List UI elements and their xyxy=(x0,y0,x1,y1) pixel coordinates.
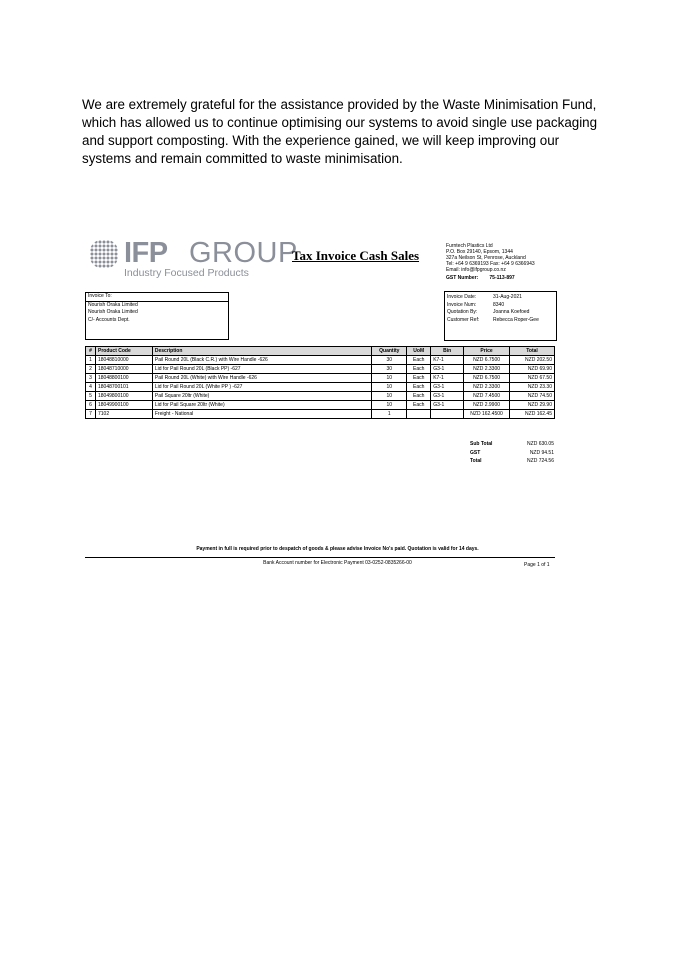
cell-index: 3 xyxy=(86,374,96,383)
table-row xyxy=(86,374,555,383)
cell-bin: G3-1 xyxy=(431,401,464,410)
cell-quantity: 10 xyxy=(372,401,407,410)
totals-value: NZD 94.51 xyxy=(529,449,554,456)
cell-total: NZD 67.50 xyxy=(510,374,555,383)
totals-block xyxy=(470,440,554,466)
cell-quantity: 30 xyxy=(372,365,407,374)
cell-price: NZD 6.7500 xyxy=(464,374,510,383)
table-row xyxy=(86,410,555,419)
cell-index: 6 xyxy=(86,401,96,410)
info-value: 31-Aug-2021 xyxy=(493,294,522,300)
cell-price: NZD 2.9900 xyxy=(464,401,510,410)
info-value: 8340 xyxy=(493,301,505,308)
bank-account-note: Bank Account number for Electronic Payment 03-0252-0835266-00 xyxy=(263,560,412,566)
line-items-table xyxy=(85,346,555,419)
cell-product-code: 18048700101 xyxy=(95,383,152,392)
page-number: Page 1 of 1 xyxy=(524,562,550,568)
info-value: Rebecca Roper-Gee xyxy=(493,316,539,323)
cell-description: Lid for Pail Square 20ltr (White) xyxy=(152,401,371,410)
footer-divider xyxy=(85,557,555,558)
table-row xyxy=(86,401,555,410)
gst-number xyxy=(446,275,535,281)
customer-ref-row xyxy=(445,317,556,325)
cell-product-code: 18048800100 xyxy=(95,374,152,383)
cell-bin: G3-1 xyxy=(431,383,464,392)
cell-product-code: 7102 xyxy=(95,410,152,419)
column-header: Price xyxy=(464,347,510,356)
globe-dots-icon xyxy=(88,238,120,270)
cell-description: Pail Round 20L (Black C.R.) with Wire Handle -626 xyxy=(152,356,371,365)
invoice-to-line: Nourish Oraka Limited xyxy=(88,309,138,315)
invoice-num-row xyxy=(445,302,556,310)
column-header: Product Code xyxy=(95,347,152,356)
totals-label: Total xyxy=(470,458,482,464)
invoice-to-box xyxy=(85,292,229,340)
payment-note: Payment in full is required prior to despatch of goods & please advise Invoice No's paid. Quotation is valid for 14 days. xyxy=(196,546,479,552)
column-header: UoM xyxy=(407,347,431,356)
invoice-info-box xyxy=(444,291,557,341)
cell-price: NZD 2.3300 xyxy=(464,383,510,392)
subtotal-row xyxy=(470,440,554,449)
column-header: # xyxy=(86,347,96,356)
cell-total: NZD 202.50 xyxy=(510,356,555,365)
cell-price: NZD 7.4500 xyxy=(464,392,510,401)
table-row xyxy=(86,383,555,392)
cell-uom: Each xyxy=(407,392,431,401)
cell-index: 5 xyxy=(86,392,96,401)
intro-paragraph: We are extremely grateful for the assistance provided by the Waste Minimisation Fund, which has allowed us to continue optimising our systems to avoid single use packaging and support composting. With the experience gained, we will keep improving our systems and remain committed to waste minimisation. xyxy=(82,97,598,166)
invoice-title: Tax Invoice Cash Sales xyxy=(292,248,420,263)
cell-product-code: 18049800100 xyxy=(95,392,152,401)
info-value: Joanna Koefoed xyxy=(493,309,530,315)
cell-uom: Each xyxy=(407,401,431,410)
cell-description: Pail Square 20ltr (White) xyxy=(152,392,371,401)
gst-value: 75-113-897 xyxy=(489,275,515,282)
cell-uom xyxy=(407,410,431,419)
column-header: Quantity xyxy=(372,347,407,356)
cell-quantity: 10 xyxy=(372,383,407,392)
cell-price: NZD 6.7500 xyxy=(464,356,510,365)
cell-index: 4 xyxy=(86,383,96,392)
cell-bin: G3-1 xyxy=(431,392,464,401)
company-name: Furntech Plastics Ltd xyxy=(446,243,493,249)
invoice-to-line: Nourish Oraka Limited xyxy=(88,301,138,308)
logo-tagline: Industry Focused Products xyxy=(124,267,249,279)
info-label: Customer Ref: xyxy=(447,316,480,323)
cell-bin: G3-1 xyxy=(431,365,464,374)
totals-label: Sub Total xyxy=(470,441,493,447)
table-row xyxy=(86,365,555,374)
cell-uom: Each xyxy=(407,365,431,374)
quotation-by-row xyxy=(445,309,556,317)
invoice-to-line: C/- Accounts Dept. xyxy=(88,316,130,323)
invoice-date-row xyxy=(445,294,556,302)
cell-bin xyxy=(431,410,464,419)
column-header: Total xyxy=(510,347,555,356)
column-header: Description xyxy=(152,347,371,356)
ifp-group-logo xyxy=(86,236,298,284)
info-label: Quotation By: xyxy=(447,309,478,315)
cell-total: NZD 29.90 xyxy=(510,401,555,410)
cell-product-code: 18049900100 xyxy=(95,401,152,410)
info-label: Invoice Date: xyxy=(447,294,477,300)
cell-description: Lid for Pail Round 20L (Black PP) -627 xyxy=(152,365,371,374)
invoice-to-header: Invoice To: xyxy=(86,293,228,302)
totals-value: NZD 630.05 xyxy=(527,441,554,447)
cell-uom: Each xyxy=(407,383,431,392)
gst-row xyxy=(470,449,554,458)
cell-quantity: 30 xyxy=(372,356,407,365)
cell-description: Lid for Pail Round 20L (White PP ) -627 xyxy=(152,383,371,392)
cell-product-code: 18048710000 xyxy=(95,365,152,374)
cell-bin: K7-1 xyxy=(431,374,464,383)
logo-group-text: GROUP xyxy=(189,237,298,269)
grand-total-row xyxy=(470,457,554,466)
table-row xyxy=(86,392,555,401)
cell-total: NZD 69.90 xyxy=(510,365,555,374)
table-header-row xyxy=(86,347,555,356)
gst-label: GST Number: xyxy=(446,275,479,282)
company-po-box: P.O. Box 29140, Epsom, 1344 xyxy=(446,249,513,256)
company-street: 327a Neilson St, Penrose, Auckland xyxy=(446,255,526,262)
table-row xyxy=(86,356,555,365)
cell-product-code: 18048810000 xyxy=(95,356,152,365)
totals-value: NZD 724.56 xyxy=(527,458,554,464)
company-details xyxy=(446,243,535,282)
cell-quantity: 10 xyxy=(372,392,407,401)
totals-label: GST xyxy=(470,449,481,456)
cell-total: NZD 162.45 xyxy=(510,410,555,419)
cell-description: Freight - National xyxy=(152,410,371,419)
cell-price: NZD 162.4500 xyxy=(464,410,510,419)
cell-price: NZD 2.3300 xyxy=(464,365,510,374)
cell-quantity: 10 xyxy=(372,374,407,383)
info-label: Invoice Num: xyxy=(447,301,477,308)
company-phone: Tel: +64 9 6369193 Fax: +64 9 6366943 xyxy=(446,261,535,268)
cell-description: Pail Round 20L (White) with Wire Handle -626 xyxy=(152,374,371,383)
company-email: Email: info@ifpgroup.co.nz xyxy=(446,267,506,274)
logo-ifp-text: IFP xyxy=(124,237,168,269)
cell-bin: K7-1 xyxy=(431,356,464,365)
cell-index: 1 xyxy=(86,356,96,365)
cell-uom: Each xyxy=(407,374,431,383)
cell-index: 2 xyxy=(86,365,96,374)
cell-quantity: 1 xyxy=(372,410,407,419)
cell-total: NZD 23.30 xyxy=(510,383,555,392)
column-header: Bin xyxy=(431,347,464,356)
cell-total: NZD 74.50 xyxy=(510,392,555,401)
cell-uom: Each xyxy=(407,356,431,365)
cell-index: 7 xyxy=(86,410,96,419)
